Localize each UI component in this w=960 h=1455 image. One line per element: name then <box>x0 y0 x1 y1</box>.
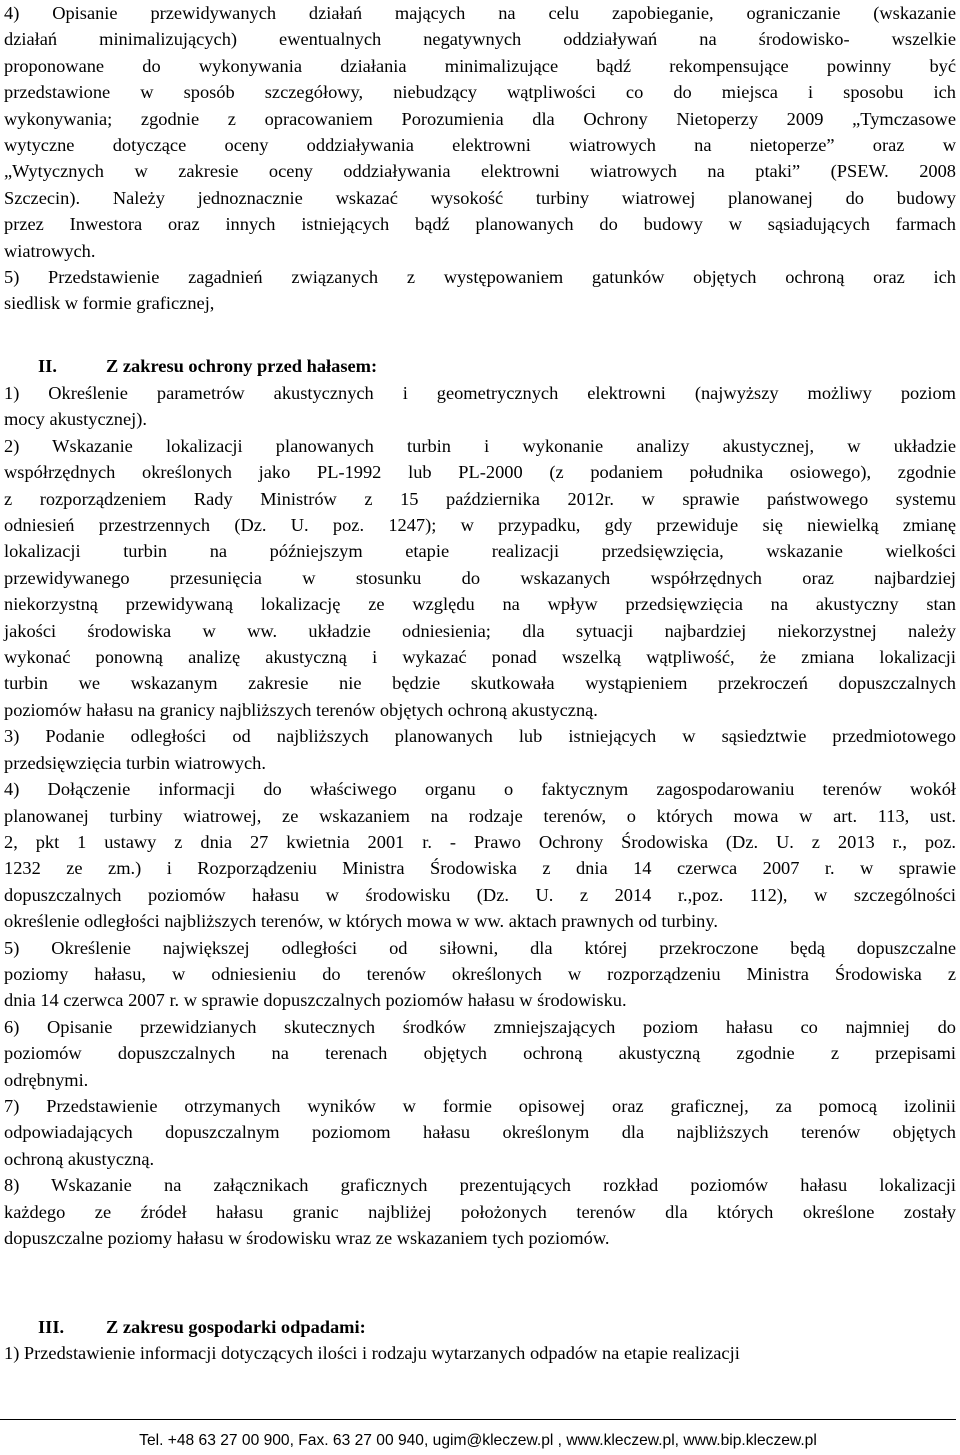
text-line: wykonać ponowną analizę akustyczną i wykazać ponad wszelką wątpliwość, że zmiana lokalizacji <box>4 647 956 668</box>
text-line: działań minimalizujących) ewentualnych negatywnych oddziaływań na środowisko- wszelkie <box>4 29 956 50</box>
text-line: poziomy hałasu, w odniesieniu do terenów określonych w rozporządzeniu Ministra Środowiska z <box>4 963 956 984</box>
paragraph <box>4 1014 956 1093</box>
paragraph <box>4 776 956 934</box>
footer-contact: Tel. +48 63 27 00 900, Fax. 63 27 00 940, ugim@kleczew.pl , www.kleczew.pl, www.bip.kleczew.pl <box>139 1432 817 1449</box>
text-line: dopuszczalnych poziomów hałasu w środowisku (Dz. U. z 2014 r.,poz. 112), w szczególności <box>4 884 956 905</box>
text-line: 4) Opisanie przewidywanych działań mających na celu zapobieganie, ograniczanie (wskazanie <box>4 3 956 23</box>
text-line: 8) Wskazanie na załącznikach graficznych prezentujących rozkład poziomów hałasu lokalizacji <box>4 1175 956 1196</box>
text-line: mocy akustycznej). <box>4 409 147 430</box>
section-waste-items <box>4 1340 956 1366</box>
text-line: poziomów hałasu na granicy najbliższych terenów objętych ochroną akustyczną. <box>4 699 598 720</box>
section-number: II. <box>38 356 57 376</box>
section-number: III. <box>38 1317 65 1337</box>
text-line: określenie odległości najbliższych terenów, w których mowa w ww. aktach prawnych od turbiny. <box>4 911 718 932</box>
text-line: niekorzystną przewidywaną lokalizację ze względu na wpływ przedsięwzięcia na akustyczny stan <box>4 594 956 615</box>
text-line: wykonywania; zgodnie z opracowaniem Porozumienia dla Ochrony Nietoperzy 2009 „Tymczasowe <box>4 108 956 129</box>
text-line: 1) Określenie parametrów akustycznych i geometrycznych elektrowni (najwyższy możliwy poziom <box>4 383 956 403</box>
text-line: 5) Określenie największej odległości od siłowni, dla której przekroczone będą dopuszczalne <box>4 937 956 958</box>
text-line: turbin we wskazanym zakresie nie będzie skutkowała wystąpieniem przekroczeń dopuszczalnych <box>4 673 956 694</box>
paragraph <box>4 935 956 1014</box>
section-heading-noise <box>4 353 956 379</box>
text-line: siedlisk w formie graficznej, <box>4 293 215 314</box>
text-line: przedstawione w sposób szczegółowy, niebudzący wątpliwości co do miejsca i sposobu ich <box>4 82 956 103</box>
paragraph <box>4 723 956 776</box>
footer-divider <box>0 1419 956 1420</box>
text-line: przedsięwzięcia turbin wiatrowych. <box>4 752 266 773</box>
text-line: odrębnymi. <box>4 1069 89 1090</box>
paragraph <box>4 264 956 317</box>
text-line: jakości środowiska w ww. układzie odniesienia; dla sytuacji najbardziej niekorzystnej należy <box>4 620 956 641</box>
paragraph <box>4 1093 956 1172</box>
text-line: przez Inwestora oraz innych istniejących bądź planowanych do budowy w sąsiadujących farmach <box>4 214 956 235</box>
section-environment-measures <box>4 0 956 317</box>
paragraph <box>4 1340 956 1366</box>
text-line: odpowiadających dopuszczalnym poziomom hałasu określonym dla najbliższych terenów objętych <box>4 1122 956 1143</box>
section-title: Z zakresu ochrony przed hałasem: <box>106 356 378 376</box>
text-line: 7) Przedstawienie otrzymanych wyników w formie opisowej oraz graficznej, za pomocą izolinii <box>4 1095 956 1116</box>
text-line: odniesień przestrzennych (Dz. U. poz. 1247); w przypadku, gdy przewiduje się niewielką zmianę <box>4 515 956 536</box>
text-line: proponowane do wykonywania działania minimalizujące bądź rekompensujące powinny być <box>4 55 956 76</box>
text-line: z rozporządzeniem Rady Ministrów z 15 października 2012r. w sprawie państwowego systemu <box>4 488 956 509</box>
text-line: 2) Wskazanie lokalizacji planowanych turbin i wykonanie analizy akustycznej, w układzie <box>4 435 956 456</box>
section-heading-waste <box>4 1314 956 1340</box>
text-line: planowanej turbiny wiatrowej, ze wskazaniem na rodzaje terenów, o których mowa w art. 113, ust. <box>4 805 956 826</box>
text-line: ochroną akustyczną. <box>4 1148 155 1169</box>
text-line: lokalizacji turbin na późniejszym etapie realizacji przedsięwzięcia, wskazanie wielkości <box>4 541 956 562</box>
text-line: 3) Podanie odległości od najbliższych planowanych lub istniejących w sąsiedztwie przedmiotowego <box>4 726 956 747</box>
text-line: 6) Opisanie przewidzianych skutecznych środków zmniejszających poziom hałasu co najmniej do <box>4 1016 956 1037</box>
text-line: 1) Przedstawienie informacji dotyczących ilości i rodzaju wytarzanych odpadów na etapie realizacji <box>4 1343 740 1363</box>
paragraph <box>4 380 956 433</box>
text-line: „Wytycznych w zakresie oceny oddziaływania elektrowni wiatrowych na ptaki” (PSEW. 2008 <box>4 161 956 182</box>
text-line: wytyczne dotyczące oceny oddziaływania elektrowni wiatrowych na nietoperze” oraz w <box>4 135 956 156</box>
text-line: dopuszczalne poziomy hałasu w środowisku wraz ze wskazaniem tych poziomów. <box>4 1228 610 1248</box>
text-line: 5) Przedstawienie zagadnień związanych z występowaniem gatunków objętych ochroną oraz ich <box>4 267 956 288</box>
text-line: Szczecin). Należy jednoznacznie wskazać wysokość turbiny wiatrowej planowanej do budowy <box>4 187 956 208</box>
text-line: 1232 ze zm.) i Rozporządzeniu Ministra Środowiska z dnia 14 czerwca 2007 r. w sprawie <box>4 858 956 879</box>
text-line: 4) Dołączenie informacji do właściwego organu o faktycznym zagospodarowaniu terenów wokół <box>4 779 956 800</box>
text-line: każdego ze źródeł hałasu granic najbliżej położonych terenów dla których określone zostały <box>4 1201 956 1222</box>
text-line: poziomów dopuszczalnych na terenach objętych ochroną akustyczną zgodnie z przepisami <box>4 1043 956 1064</box>
text-line: przewidywanego przesunięcia w stosunku do wskazanych współrzędnych oraz najbardziej <box>4 567 956 588</box>
section-title: Z zakresu gospodarki odpadami: <box>106 1317 366 1337</box>
paragraph <box>4 0 956 264</box>
text-line: 2, pkt 1 ustawy z dnia 27 kwietnia 2001 r. - Prawo Ochrony Środowiska (Dz. U. z 2013 r., poz. <box>4 831 956 852</box>
section-noise-items <box>4 380 956 1251</box>
text-line: wiatrowych. <box>4 240 96 261</box>
text-line: współrzędnych określonych jako PL-1992 lub PL-2000 (z podaniem południka osiowego), zgodnie <box>4 462 956 483</box>
paragraph <box>4 433 956 723</box>
text-line: dnia 14 czerwca 2007 r. w sprawie dopuszczalnych poziomów hałasu w środowisku. <box>4 990 627 1011</box>
paragraph <box>4 1172 956 1251</box>
